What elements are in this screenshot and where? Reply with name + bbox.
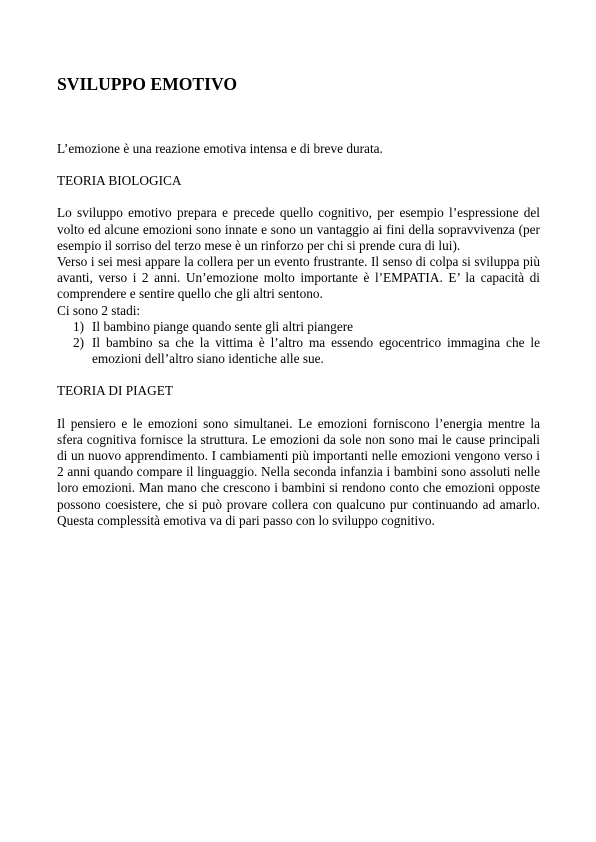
paragraph: Verso i sei mesi appare la collera per un evento frustrante. Il senso di colpa si sviluppa più avanti, verso i 2 anni. Un’emozione molto importante è l’EMPATIA. E’ la capacità di comprendere e sentire quello che gli altri sentono. (57, 254, 540, 302)
section-teoria-biologica (57, 173, 540, 367)
list-intro: Ci sono 2 stadi: (57, 302, 141, 318)
section-heading: TEORIA DI PIAGET (57, 383, 173, 399)
list-item-text: Il bambino piange quando sente gli altri piangere (92, 318, 354, 334)
list-number: 2) (73, 335, 85, 351)
list-item (57, 319, 540, 335)
section-heading: TEORIA BIOLOGICA (57, 173, 182, 189)
document-title: SVILUPPO EMOTIVO (57, 74, 238, 94)
paragraph: Lo sviluppo emotivo prepara e precede quello cognitivo, per esempio l’espressione del volto ed alcune emozioni sono innate e sono un vantaggio ai fini della sopravvivenza (per esempio il sorriso del terzo mese è un rinforzo per chi si prende cura di lui). (57, 205, 540, 253)
stages-list (57, 319, 540, 368)
list-item-text: Il bambino sa che la vittima è l’altro ma essendo egocentrico immagina che le emozioni dell’altro siano identiche alle sue. (92, 335, 540, 367)
paragraph: Il pensiero e le emozioni sono simultanei. Le emozioni forniscono l’energia mentre la sfera cognitiva fornisce la struttura. Le emozioni da sole non sono mai le cause principali di un nuovo apprendimento. I cambiamenti più importanti nelle emozioni vengono verso i 2 anni quando compare il linguaggio. Nella seconda infanzia i bambini sono assoluti nelle loro emozioni. Man mano che crescono i bambini si rendono conto che emozioni opposte possono coesistere, che si può provare collera con qualcuno pur continuando ad amarlo. Questa complessità emotiva va di pari passo con lo sviluppo cognitivo. (57, 415, 540, 528)
section-teoria-di-piaget (57, 383, 540, 529)
list-number: 1) (73, 318, 85, 334)
intro-paragraph: L’emozione è una reazione emotiva intensa e di breve durata. (57, 141, 383, 156)
document-body (57, 72, 540, 529)
list-item (57, 335, 540, 367)
